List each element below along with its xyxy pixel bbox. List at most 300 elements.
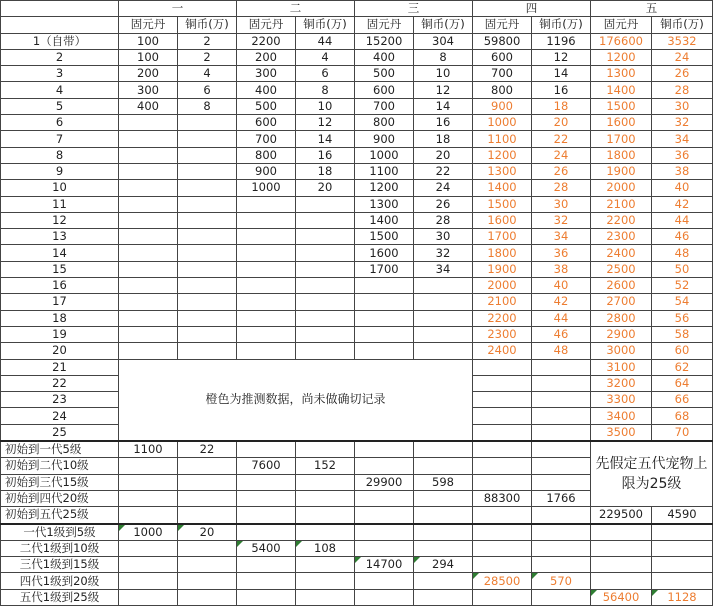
corner-cell[interactable]	[1, 17, 119, 33]
cumulative-label[interactable]: 初始到一代5级	[1, 441, 119, 458]
pill-cell[interactable]	[473, 408, 532, 424]
empty-cell[interactable]	[237, 557, 296, 573]
empty-cell[interactable]	[119, 474, 178, 490]
pill-cell[interactable]	[119, 131, 178, 147]
pill-cell[interactable]: 900	[355, 131, 414, 147]
level-label[interactable]: 25	[1, 424, 119, 441]
coin-column-header[interactable]: 铜币(万)	[652, 17, 713, 33]
coin-cell[interactable]: 48	[652, 245, 713, 261]
empty-cell[interactable]	[591, 557, 652, 573]
coin-cell[interactable]: 20	[414, 147, 473, 163]
coin-cell[interactable]: 66	[652, 392, 713, 408]
pill-cell[interactable]	[119, 229, 178, 245]
pill-cell[interactable]: 2200	[591, 212, 652, 228]
coin-cell[interactable]	[296, 343, 355, 359]
coin-cell[interactable]: 44	[652, 212, 713, 228]
pill-cell[interactable]	[119, 310, 178, 326]
coin-cell[interactable]	[296, 294, 355, 310]
coin-cell[interactable]: 44	[532, 310, 591, 326]
pill-cell[interactable]	[237, 196, 296, 212]
coin-cell[interactable]	[414, 294, 473, 310]
coin-cell[interactable]: 58	[652, 326, 713, 342]
pill-cell[interactable]	[355, 278, 414, 294]
coin-cell[interactable]	[532, 359, 591, 375]
coin-cell[interactable]	[178, 261, 237, 277]
empty-cell[interactable]	[652, 540, 713, 556]
cumulative-pill[interactable]: 229500	[591, 507, 652, 524]
empty-cell[interactable]	[414, 524, 473, 541]
pill-cell[interactable]: 800	[473, 82, 532, 98]
pill-cell[interactable]	[237, 326, 296, 342]
per-generation-label[interactable]: 五代1级到25级	[1, 589, 119, 605]
coin-cell[interactable]	[532, 392, 591, 408]
coin-cell[interactable]: 24	[652, 49, 713, 65]
coin-cell[interactable]: 4	[178, 66, 237, 82]
pill-cell[interactable]	[237, 229, 296, 245]
level-label[interactable]: 20	[1, 343, 119, 359]
coin-cell[interactable]: 8	[414, 49, 473, 65]
orange-note[interactable]: 橙色为推测数据，尚未做确切记录	[119, 359, 473, 441]
empty-cell[interactable]	[473, 524, 532, 541]
pill-cell[interactable]	[237, 261, 296, 277]
pill-cell[interactable]	[473, 424, 532, 441]
empty-cell[interactable]	[296, 441, 355, 458]
empty-cell[interactable]	[119, 507, 178, 524]
generation-header[interactable]: 三	[355, 1, 473, 17]
coin-cell[interactable]: 54	[652, 294, 713, 310]
pill-column-header[interactable]: 固元丹	[355, 17, 414, 33]
pill-cell[interactable]	[237, 245, 296, 261]
pill-cell[interactable]: 1200	[473, 147, 532, 163]
coin-cell[interactable]: 60	[652, 343, 713, 359]
pill-cell[interactable]: 2300	[591, 229, 652, 245]
empty-cell[interactable]	[652, 524, 713, 541]
pill-column-header[interactable]: 固元丹	[237, 17, 296, 33]
coin-cell[interactable]	[296, 278, 355, 294]
coin-cell[interactable]: 12	[296, 115, 355, 131]
empty-cell[interactable]	[355, 540, 414, 556]
empty-cell[interactable]	[119, 540, 178, 556]
coin-cell[interactable]: 22	[414, 163, 473, 179]
pill-cell[interactable]: 1600	[473, 212, 532, 228]
coin-cell[interactable]: 10	[296, 98, 355, 114]
coin-cell[interactable]: 4	[296, 49, 355, 65]
pill-cell[interactable]	[119, 163, 178, 179]
generation-header[interactable]: 二	[237, 1, 355, 17]
coin-cell[interactable]: 304	[414, 33, 473, 49]
pill-cell[interactable]	[119, 278, 178, 294]
empty-cell[interactable]	[178, 589, 237, 605]
coin-cell[interactable]	[296, 245, 355, 261]
empty-cell[interactable]	[237, 490, 296, 506]
empty-cell[interactable]	[237, 524, 296, 541]
pill-cell[interactable]: 200	[119, 66, 178, 82]
coin-cell[interactable]	[296, 326, 355, 342]
empty-cell[interactable]	[355, 589, 414, 605]
empty-cell[interactable]	[355, 441, 414, 458]
pill-cell[interactable]: 1200	[591, 49, 652, 65]
pill-cell[interactable]: 3100	[591, 359, 652, 375]
coin-cell[interactable]: 2	[178, 33, 237, 49]
pill-cell[interactable]	[355, 343, 414, 359]
level-label[interactable]: 11	[1, 196, 119, 212]
pill-cell[interactable]: 15200	[355, 33, 414, 49]
coin-cell[interactable]: 12	[414, 82, 473, 98]
pill-cell[interactable]	[355, 310, 414, 326]
coin-cell[interactable]: 18	[414, 131, 473, 147]
empty-cell[interactable]	[237, 507, 296, 524]
pill-cell[interactable]: 300	[119, 82, 178, 98]
pill-cell[interactable]: 2500	[591, 261, 652, 277]
level-label[interactable]: 2	[1, 49, 119, 65]
pill-cell[interactable]: 600	[355, 82, 414, 98]
coin-cell[interactable]: 3532	[652, 33, 713, 49]
cumulative-label[interactable]: 初始到五代25级	[1, 507, 119, 524]
coin-cell[interactable]: 56	[652, 310, 713, 326]
pill-cell[interactable]: 200	[237, 49, 296, 65]
pill-cell[interactable]	[119, 196, 178, 212]
empty-cell[interactable]	[119, 458, 178, 474]
pill-cell[interactable]	[473, 392, 532, 408]
coin-cell[interactable]	[532, 408, 591, 424]
pill-cell[interactable]: 1300	[355, 196, 414, 212]
empty-cell[interactable]	[652, 557, 713, 573]
pill-cell[interactable]: 400	[119, 98, 178, 114]
coin-cell[interactable]	[178, 131, 237, 147]
empty-cell[interactable]	[532, 589, 591, 605]
level-label[interactable]: 18	[1, 310, 119, 326]
per-generation-label[interactable]: 一代1级到5级	[1, 524, 119, 541]
level-label[interactable]: 12	[1, 212, 119, 228]
per-generation-pill[interactable]: 56400	[591, 589, 652, 605]
pill-cell[interactable]: 2800	[591, 310, 652, 326]
empty-cell[interactable]	[237, 589, 296, 605]
pill-cell[interactable]: 1700	[473, 229, 532, 245]
coin-cell[interactable]: 70	[652, 424, 713, 441]
pill-cell[interactable]: 1300	[473, 163, 532, 179]
coin-cell[interactable]: 44	[296, 33, 355, 49]
coin-cell[interactable]: 26	[414, 196, 473, 212]
pill-cell[interactable]: 500	[237, 98, 296, 114]
coin-cell[interactable]: 6	[296, 66, 355, 82]
coin-cell[interactable]	[178, 245, 237, 261]
pill-cell[interactable]: 2700	[591, 294, 652, 310]
coin-cell[interactable]: 36	[532, 245, 591, 261]
pill-cell[interactable]: 3500	[591, 424, 652, 441]
empty-cell[interactable]	[532, 474, 591, 490]
coin-cell[interactable]: 64	[652, 375, 713, 391]
level-label[interactable]: 23	[1, 392, 119, 408]
coin-column-header[interactable]: 铜币(万)	[532, 17, 591, 33]
pill-cell[interactable]: 1400	[473, 180, 532, 196]
level-label[interactable]: 5	[1, 98, 119, 114]
cumulative-coin[interactable]: 22	[178, 441, 237, 458]
pill-cell[interactable]: 1000	[237, 180, 296, 196]
pill-cell[interactable]: 800	[237, 147, 296, 163]
empty-cell[interactable]	[119, 573, 178, 589]
coin-cell[interactable]: 26	[652, 66, 713, 82]
level-label[interactable]: 24	[1, 408, 119, 424]
pill-cell[interactable]: 1000	[355, 147, 414, 163]
pill-cell[interactable]: 1300	[591, 66, 652, 82]
cumulative-coin[interactable]: 152	[296, 458, 355, 474]
coin-cell[interactable]: 40	[652, 180, 713, 196]
level-label[interactable]: 13	[1, 229, 119, 245]
coin-cell[interactable]: 14	[414, 98, 473, 114]
pill-cell[interactable]	[355, 326, 414, 342]
empty-cell[interactable]	[296, 507, 355, 524]
pill-cell[interactable]: 1500	[591, 98, 652, 114]
coin-cell[interactable]: 16	[414, 115, 473, 131]
level-label[interactable]: 7	[1, 131, 119, 147]
coin-cell[interactable]: 30	[414, 229, 473, 245]
coin-cell[interactable]: 28	[652, 82, 713, 98]
empty-cell[interactable]	[532, 458, 591, 474]
per-generation-label[interactable]: 三代1级到15级	[1, 557, 119, 573]
empty-cell[interactable]	[414, 589, 473, 605]
empty-cell[interactable]	[178, 573, 237, 589]
pill-cell[interactable]: 900	[237, 163, 296, 179]
pill-cell[interactable]	[119, 343, 178, 359]
empty-cell[interactable]	[296, 557, 355, 573]
pill-cell[interactable]: 1100	[473, 131, 532, 147]
pill-cell[interactable]: 600	[473, 49, 532, 65]
empty-cell[interactable]	[296, 573, 355, 589]
empty-cell[interactable]	[414, 458, 473, 474]
coin-cell[interactable]: 46	[652, 229, 713, 245]
pill-cell[interactable]: 2300	[473, 326, 532, 342]
pill-cell[interactable]: 1800	[591, 147, 652, 163]
coin-cell[interactable]	[532, 375, 591, 391]
empty-cell[interactable]	[473, 540, 532, 556]
pill-cell[interactable]: 1700	[591, 131, 652, 147]
empty-cell[interactable]	[355, 573, 414, 589]
pill-cell[interactable]	[237, 294, 296, 310]
pill-cell[interactable]: 1900	[591, 163, 652, 179]
pill-cell[interactable]: 1700	[355, 261, 414, 277]
pill-cell[interactable]	[237, 310, 296, 326]
pill-cell[interactable]: 800	[355, 115, 414, 131]
pill-column-header[interactable]: 固元丹	[591, 17, 652, 33]
coin-cell[interactable]: 52	[652, 278, 713, 294]
coin-cell[interactable]	[296, 196, 355, 212]
cumulative-pill[interactable]: 7600	[237, 458, 296, 474]
assumption-note[interactable]: 先假定五代宠物上限为25级	[591, 441, 713, 507]
coin-cell[interactable]	[178, 326, 237, 342]
empty-cell[interactable]	[414, 441, 473, 458]
generation-header[interactable]: 四	[473, 1, 591, 17]
pill-cell[interactable]: 3000	[591, 343, 652, 359]
pill-cell[interactable]: 1000	[473, 115, 532, 131]
cumulative-pill[interactable]: 88300	[473, 490, 532, 506]
pill-cell[interactable]: 1600	[591, 115, 652, 131]
empty-cell[interactable]	[296, 490, 355, 506]
level-label[interactable]: 15	[1, 261, 119, 277]
coin-cell[interactable]: 30	[652, 98, 713, 114]
pill-cell[interactable]: 1100	[355, 163, 414, 179]
coin-cell[interactable]: 46	[532, 326, 591, 342]
pill-cell[interactable]	[237, 278, 296, 294]
pill-cell[interactable]: 2400	[473, 343, 532, 359]
cumulative-label[interactable]: 初始到四代20级	[1, 490, 119, 506]
pill-cell[interactable]	[119, 180, 178, 196]
coin-cell[interactable]: 32	[532, 212, 591, 228]
empty-cell[interactable]	[178, 507, 237, 524]
empty-cell[interactable]	[532, 557, 591, 573]
coin-cell[interactable]: 42	[652, 196, 713, 212]
pill-cell[interactable]: 2100	[473, 294, 532, 310]
coin-cell[interactable]: 6	[178, 82, 237, 98]
pill-cell[interactable]: 2200	[237, 33, 296, 49]
per-generation-pill[interactable]: 14700	[355, 557, 414, 573]
empty-cell[interactable]	[532, 540, 591, 556]
empty-cell[interactable]	[473, 589, 532, 605]
coin-cell[interactable]	[178, 163, 237, 179]
coin-cell[interactable]	[414, 310, 473, 326]
coin-cell[interactable]: 34	[532, 229, 591, 245]
coin-cell[interactable]: 32	[652, 115, 713, 131]
pill-cell[interactable]: 2100	[591, 196, 652, 212]
coin-cell[interactable]: 40	[532, 278, 591, 294]
coin-cell[interactable]: 68	[652, 408, 713, 424]
pill-cell[interactable]	[119, 326, 178, 342]
pill-cell[interactable]	[237, 212, 296, 228]
pill-cell[interactable]: 1500	[355, 229, 414, 245]
per-generation-coin[interactable]: 108	[296, 540, 355, 556]
pill-cell[interactable]: 2600	[591, 278, 652, 294]
corner-cell[interactable]	[1, 1, 119, 17]
per-generation-pill[interactable]: 5400	[237, 540, 296, 556]
cumulative-label[interactable]: 初始到二代10级	[1, 458, 119, 474]
coin-cell[interactable]	[178, 180, 237, 196]
pill-cell[interactable]: 2000	[473, 278, 532, 294]
coin-cell[interactable]	[414, 326, 473, 342]
cumulative-coin[interactable]: 598	[414, 474, 473, 490]
pill-cell[interactable]: 1400	[591, 82, 652, 98]
per-generation-label[interactable]: 二代1级到10级	[1, 540, 119, 556]
empty-cell[interactable]	[355, 458, 414, 474]
pill-cell[interactable]	[119, 147, 178, 163]
level-label[interactable]: 19	[1, 326, 119, 342]
level-label[interactable]: 4	[1, 82, 119, 98]
empty-cell[interactable]	[355, 524, 414, 541]
coin-cell[interactable]	[532, 424, 591, 441]
pill-cell[interactable]: 1200	[355, 180, 414, 196]
empty-cell[interactable]	[119, 589, 178, 605]
coin-cell[interactable]: 1196	[532, 33, 591, 49]
pill-cell[interactable]: 300	[237, 66, 296, 82]
pill-cell[interactable]: 1800	[473, 245, 532, 261]
empty-cell[interactable]	[178, 474, 237, 490]
coin-cell[interactable]: 38	[532, 261, 591, 277]
pill-cell[interactable]: 2200	[473, 310, 532, 326]
empty-cell[interactable]	[414, 490, 473, 506]
coin-cell[interactable]: 28	[414, 212, 473, 228]
empty-cell[interactable]	[296, 589, 355, 605]
empty-cell[interactable]	[355, 507, 414, 524]
coin-cell[interactable]: 16	[532, 82, 591, 98]
pill-cell[interactable]: 1400	[355, 212, 414, 228]
level-label[interactable]: 10	[1, 180, 119, 196]
empty-cell[interactable]	[296, 474, 355, 490]
empty-cell[interactable]	[178, 490, 237, 506]
pill-cell[interactable]: 2000	[591, 180, 652, 196]
pill-cell[interactable]: 2900	[591, 326, 652, 342]
cumulative-pill[interactable]: 29900	[355, 474, 414, 490]
pill-cell[interactable]	[473, 375, 532, 391]
coin-cell[interactable]	[178, 196, 237, 212]
level-label[interactable]: 8	[1, 147, 119, 163]
coin-cell[interactable]: 14	[296, 131, 355, 147]
coin-column-header[interactable]: 铜币(万)	[296, 17, 355, 33]
coin-cell[interactable]	[296, 261, 355, 277]
empty-cell[interactable]	[532, 507, 591, 524]
pill-cell[interactable]: 700	[473, 66, 532, 82]
per-generation-coin[interactable]: 1128	[652, 589, 713, 605]
empty-cell[interactable]	[591, 524, 652, 541]
coin-cell[interactable]: 2	[178, 49, 237, 65]
coin-cell[interactable]: 12	[532, 49, 591, 65]
empty-cell[interactable]	[473, 507, 532, 524]
coin-cell[interactable]: 50	[652, 261, 713, 277]
level-label[interactable]: 21	[1, 359, 119, 375]
generation-header[interactable]: 五	[591, 1, 713, 17]
pill-cell[interactable]: 700	[237, 131, 296, 147]
coin-cell[interactable]: 30	[532, 196, 591, 212]
coin-cell[interactable]	[414, 278, 473, 294]
pill-cell[interactable]	[119, 245, 178, 261]
per-generation-label[interactable]: 四代1级到20级	[1, 573, 119, 589]
coin-cell[interactable]: 10	[414, 66, 473, 82]
coin-cell[interactable]	[178, 147, 237, 163]
per-generation-coin[interactable]: 570	[532, 573, 591, 589]
empty-cell[interactable]	[237, 573, 296, 589]
empty-cell[interactable]	[355, 490, 414, 506]
empty-cell[interactable]	[237, 441, 296, 458]
coin-cell[interactable]: 22	[532, 131, 591, 147]
coin-cell[interactable]: 18	[532, 98, 591, 114]
level-label[interactable]: 22	[1, 375, 119, 391]
empty-cell[interactable]	[473, 474, 532, 490]
coin-cell[interactable]: 14	[532, 66, 591, 82]
coin-cell[interactable]: 34	[652, 131, 713, 147]
cumulative-coin[interactable]: 1766	[532, 490, 591, 506]
coin-cell[interactable]: 8	[296, 82, 355, 98]
pill-cell[interactable]	[119, 294, 178, 310]
pill-cell[interactable]: 1500	[473, 196, 532, 212]
empty-cell[interactable]	[178, 458, 237, 474]
pill-cell[interactable]	[119, 212, 178, 228]
coin-cell[interactable]	[296, 229, 355, 245]
coin-column-header[interactable]: 铜币(万)	[178, 17, 237, 33]
coin-cell[interactable]: 36	[652, 147, 713, 163]
coin-cell[interactable]	[178, 212, 237, 228]
pill-column-header[interactable]: 固元丹	[119, 17, 178, 33]
level-label[interactable]: 9	[1, 163, 119, 179]
coin-cell[interactable]: 24	[414, 180, 473, 196]
empty-cell[interactable]	[414, 540, 473, 556]
coin-cell[interactable]	[414, 343, 473, 359]
empty-cell[interactable]	[591, 540, 652, 556]
pill-cell[interactable]: 100	[119, 33, 178, 49]
coin-cell[interactable]: 48	[532, 343, 591, 359]
coin-cell[interactable]	[296, 310, 355, 326]
empty-cell[interactable]	[591, 573, 652, 589]
level-label[interactable]: 1（自带）	[1, 33, 119, 49]
empty-cell[interactable]	[119, 557, 178, 573]
pill-cell[interactable]: 500	[355, 66, 414, 82]
coin-cell[interactable]: 28	[532, 180, 591, 196]
